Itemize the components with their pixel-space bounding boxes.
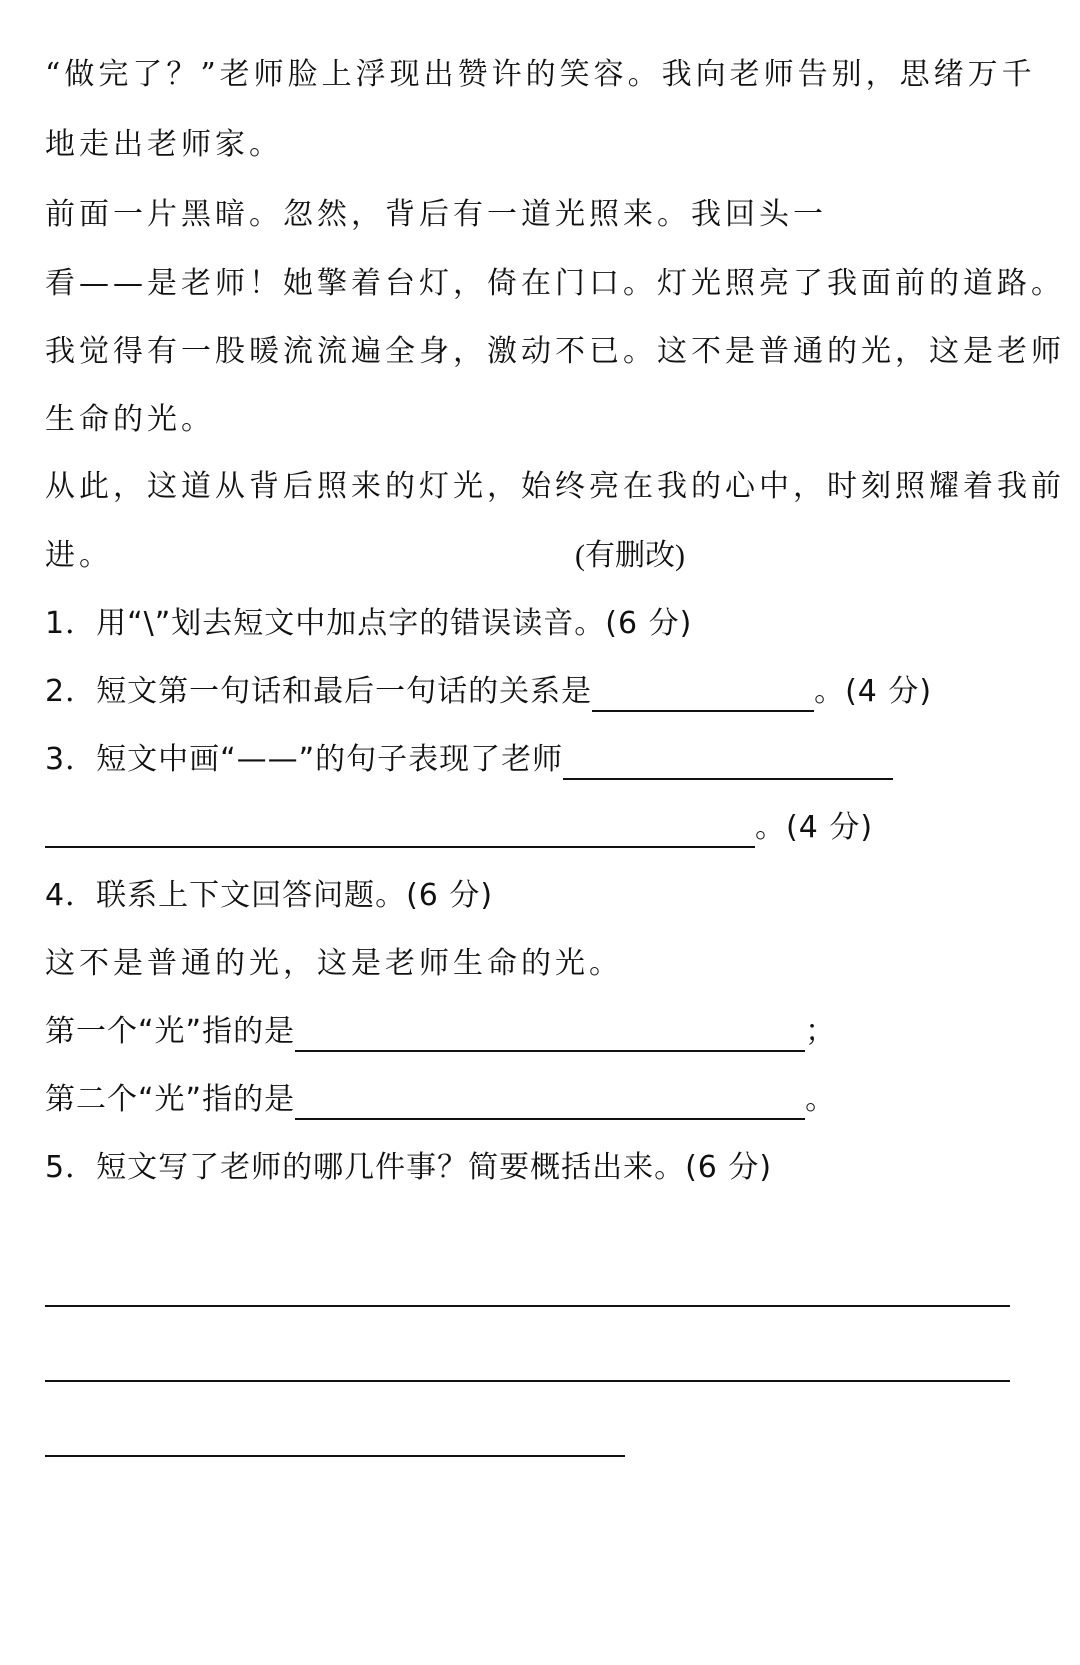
question-4: 4．联系上下文回答问题。(6 分)	[45, 878, 494, 913]
question-4-quote: 这不是普通的光，这是老师生命的光。	[45, 946, 623, 981]
passage-line-8: 进。	[45, 538, 113, 573]
question-4-first-prefix: 第一个“光”指的是	[45, 1014, 296, 1049]
passage-line-1: “做完了？”老师脸上浮现出赞许的笑容。我向老师告别，思绪万千	[45, 57, 1036, 92]
question-5-answer-line-1[interactable]	[45, 1305, 1010, 1307]
question-3-answer-blank-2[interactable]	[45, 816, 755, 848]
question-2-suffix: 。(4 分)	[814, 674, 933, 709]
question-2	[45, 672, 932, 712]
question-2-answer-blank[interactable]	[592, 680, 814, 712]
source-note: (有删改)	[575, 539, 685, 572]
question-5-answer-line-3[interactable]	[45, 1455, 625, 1457]
question-1: 1．用“\”划去短文中加点字的错误读音。(6 分)	[45, 606, 693, 641]
passage-line-6: 生命的光。	[45, 402, 215, 437]
question-4-first-light	[45, 1012, 836, 1052]
question-3	[45, 740, 893, 780]
question-5-answer-line-2[interactable]	[45, 1380, 1010, 1382]
passage-line-2: 地走出老师家。	[45, 127, 283, 162]
passage-line-4: 看——是老师！她擎着台灯，倚在门口。灯光照亮了我面前的道路。	[45, 266, 1065, 301]
passage-line-3: 前面一片黑暗。忽然，背后有一道光照来。我回头一	[45, 197, 827, 232]
question-3-prefix: 3．短文中画“——”的句子表现了老师	[45, 742, 564, 777]
question-3-suffix: 。(4 分)	[755, 810, 874, 845]
question-3-answer-blank-1[interactable]	[563, 748, 893, 780]
question-2-prefix: 2．短文第一句话和最后一句话的关系是	[45, 674, 593, 709]
question-4-second-prefix: 第二个“光”指的是	[45, 1082, 296, 1117]
passage-line-7: 从此，这道从背后照来的灯光，始终亮在我的心中，时刻照耀着我前	[45, 469, 1065, 504]
question-5: 5．短文写了老师的哪几件事？简要概括出来。(6 分)	[45, 1150, 773, 1185]
question-4-first-answer-blank[interactable]	[295, 1020, 805, 1052]
question-3-continued	[45, 808, 873, 848]
question-4-first-suffix: ；	[805, 1014, 837, 1049]
question-4-second-suffix: 。	[805, 1082, 837, 1117]
question-4-second-answer-blank[interactable]	[295, 1088, 805, 1120]
question-4-second-light	[45, 1080, 836, 1120]
passage-line-5: 我觉得有一股暖流流遍全身，激动不已。这不是普通的光，这是老师	[45, 334, 1065, 369]
